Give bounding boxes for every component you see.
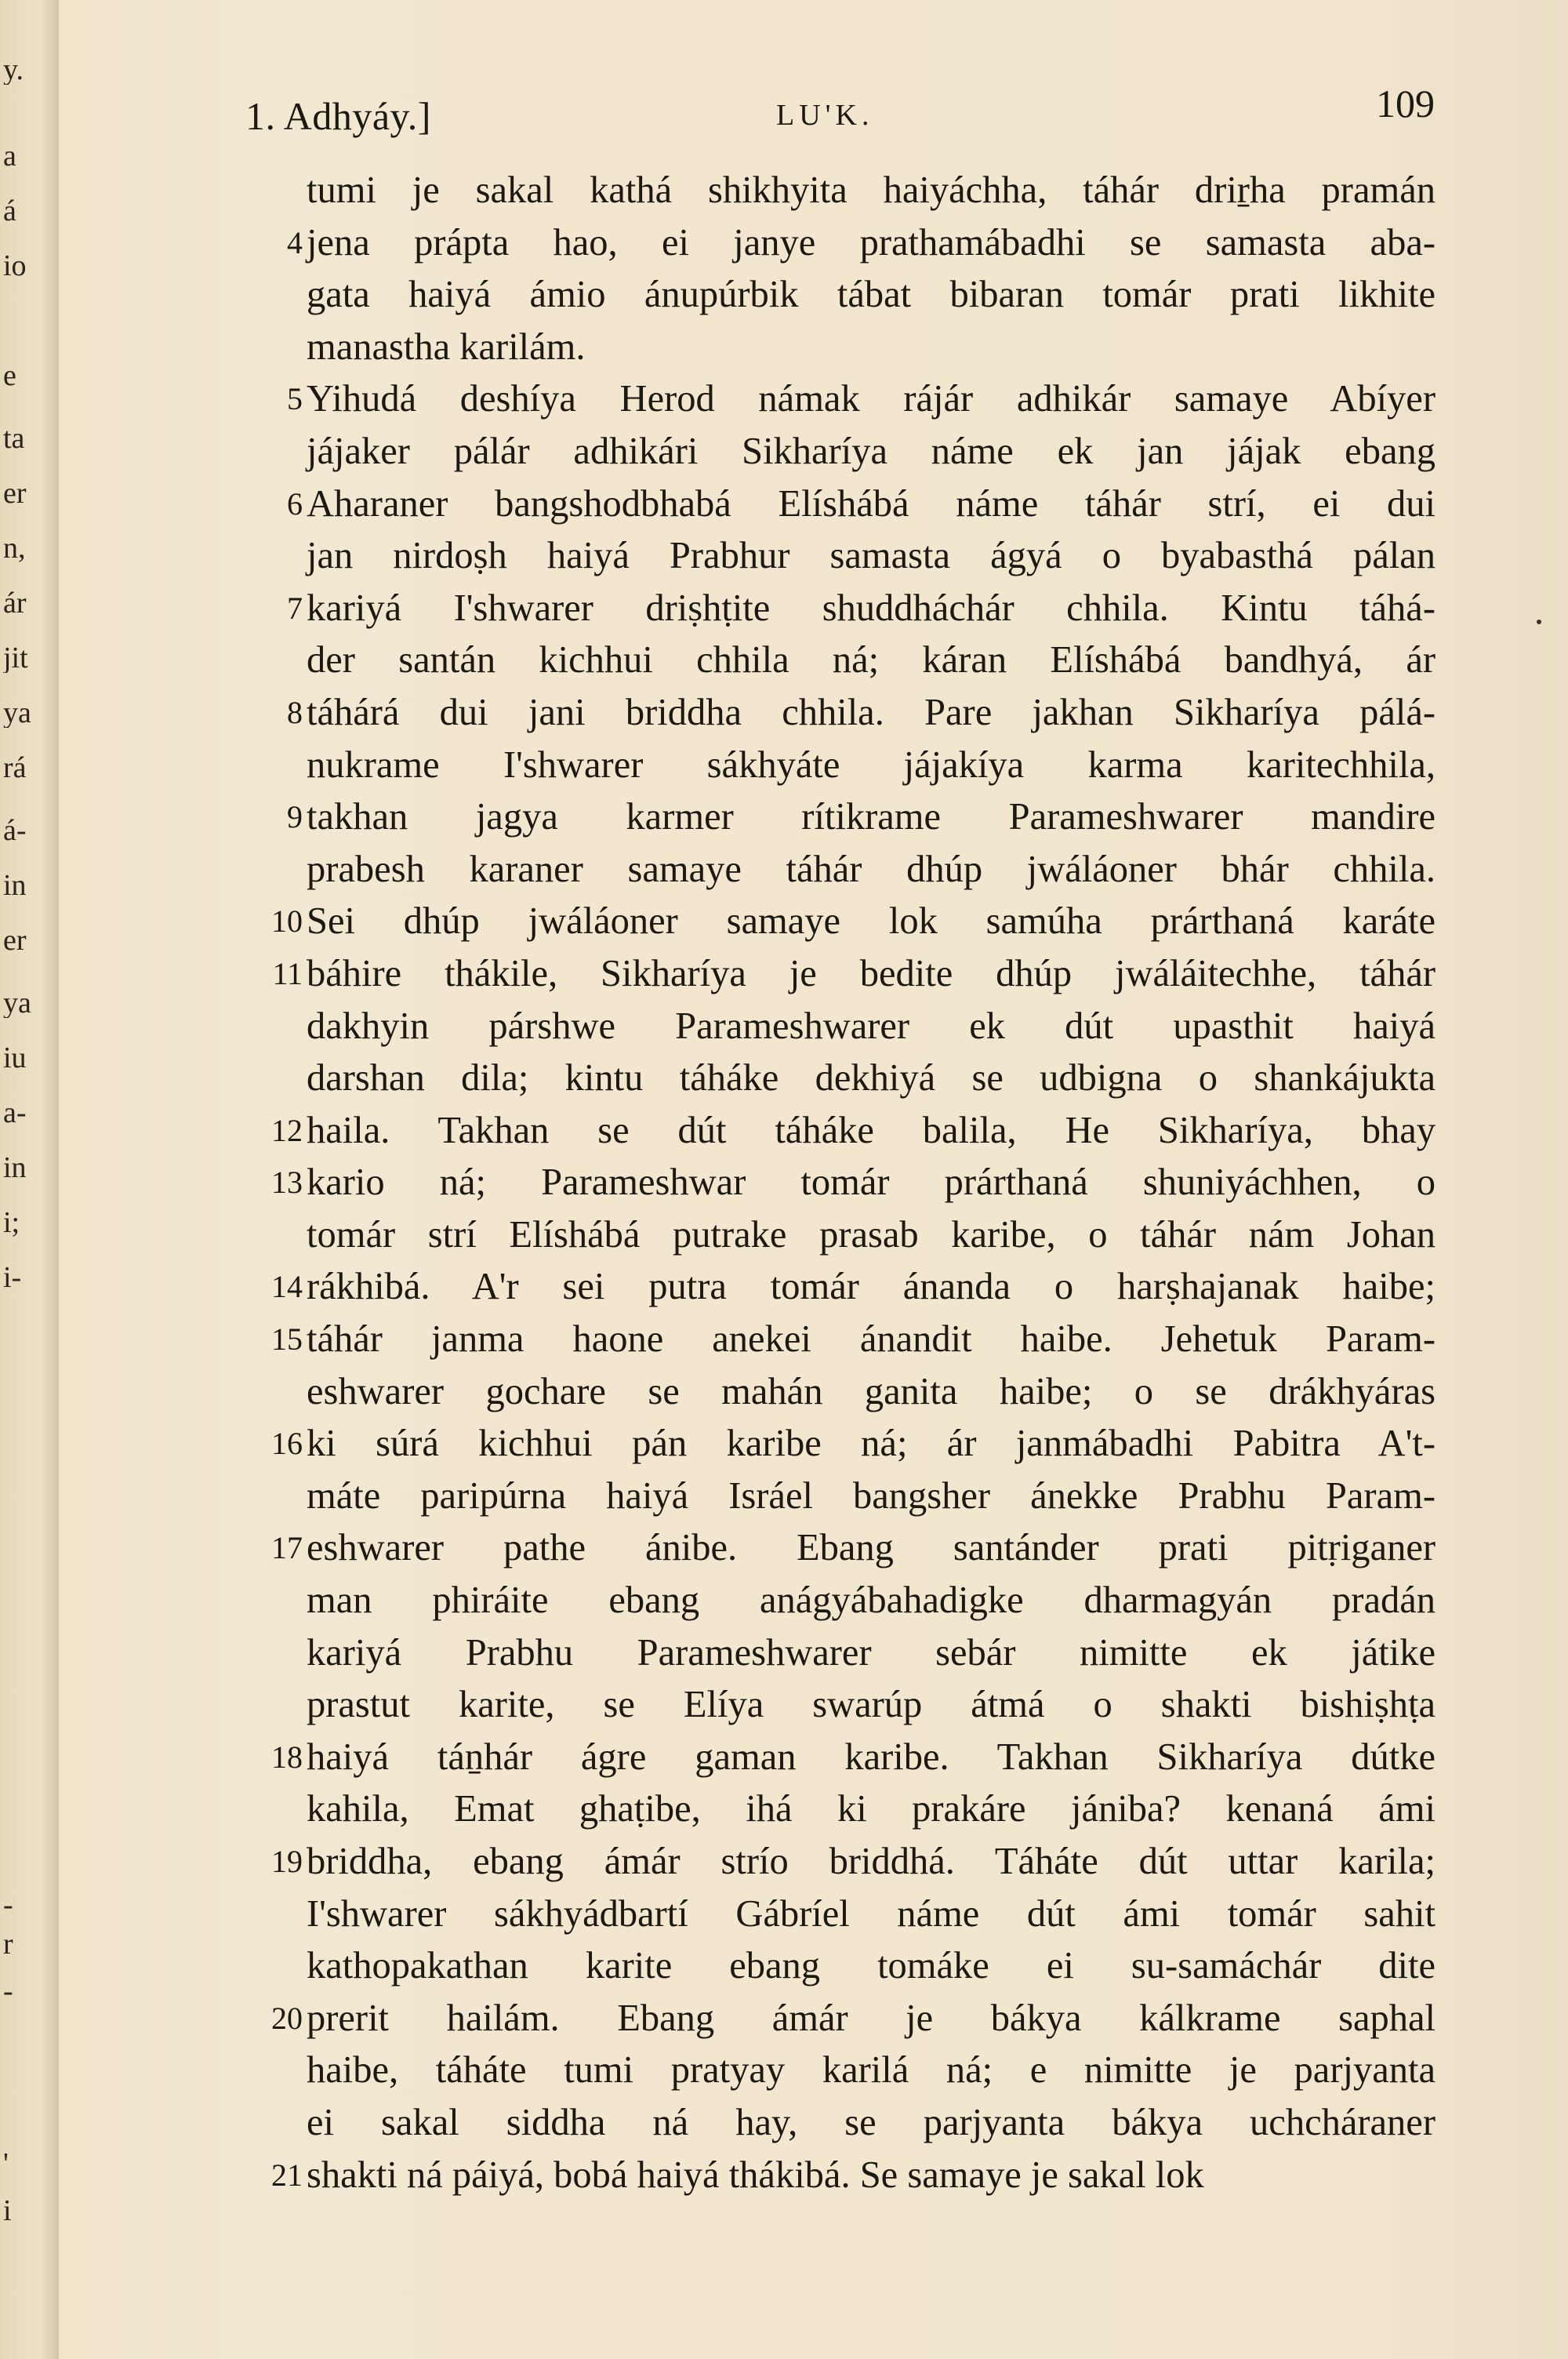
text-line [235, 1783, 1435, 1836]
text-line [235, 1001, 1435, 1053]
adjacent-page-edge [0, 0, 59, 2359]
line-text: briddha, ebang ámár strío briddhá. Táháte dút uttar karila; [307, 1841, 1436, 1882]
text-line [235, 426, 1435, 478]
verse-number: 11 [272, 955, 303, 991]
text-line [235, 1627, 1435, 1680]
verse-number: 18 [271, 1739, 303, 1775]
line-text: Aharaner bangshodbhabá Elíshábá náme táhár strí, ei dui [307, 482, 1436, 525]
text-line [235, 322, 1435, 374]
line-text: máte paripúrna haiyá Isráel bangsher ánekke Prabhu Param- [307, 1474, 1436, 1517]
line-text: gata haiyá ámio ánupúrbik tábat bibaran tomár prati likhite [307, 274, 1436, 316]
verse-number: 19 [271, 1844, 303, 1879]
margin-fragment: ya [3, 988, 31, 1018]
margin-fragment: ár [3, 588, 27, 618]
text-line [235, 1418, 1435, 1470]
margin-fragment: iu [3, 1043, 27, 1073]
text-line [235, 1366, 1435, 1419]
margin-fragment: jit [3, 643, 28, 673]
line-text: tomár strí Elíshábá putrake prasab karibe, o táhár nám Johan [307, 1213, 1436, 1256]
text-line [235, 2097, 1435, 2150]
text-line [235, 583, 1435, 635]
running-header [239, 75, 1435, 137]
text-line [235, 217, 1435, 270]
verse-number: 6 [287, 485, 303, 522]
verse-number: 12 [271, 1112, 303, 1148]
text-line [235, 1679, 1435, 1732]
line-text: shakti ná páiyá, bobá haiyá thákibá. Se samaye je sakal lok [307, 2154, 1204, 2196]
verse-number: 9 [287, 799, 303, 835]
line-text: báhire thákile, Sikharíya je bedite dhúp jwáláitechhe, táhár [307, 952, 1436, 994]
text-line [235, 740, 1435, 792]
line-text: kario ná; Parameshwar tomár prárthaná shuniyáchhen, o [307, 1161, 1436, 1204]
text-line [235, 373, 1435, 426]
text-line [235, 634, 1435, 687]
text-line [235, 1052, 1435, 1105]
line-text: takhan jagya karmer rítikrame Parameshwarer mandire [307, 796, 1436, 838]
line-text: dakhyin párshwe Parameshwarer ek dút upasthit haiyá [307, 1005, 1436, 1047]
margin-fragment: á- [3, 816, 27, 845]
verse-number: 8 [287, 694, 303, 730]
line-text: darshan dila; kintu táháke dekhiyá se udbigna o shankájukta [307, 1057, 1436, 1100]
margin-fragment: - [3, 1976, 13, 2006]
line-text: kahila, Emat ghaṭibe, ihá ki prakáre jániba? kenaná ámi [307, 1788, 1436, 1830]
line-text: manastha karilám. [307, 325, 586, 368]
text-line [235, 2045, 1435, 2097]
line-text: kariyá Prabhu Parameshwarer sebár nimitte ek játike [307, 1631, 1436, 1674]
line-text: rákhibá. A'r sei putra tomár ánanda o harṣhajanak haibe; [307, 1266, 1436, 1308]
margin-fragment: rá [3, 753, 27, 783]
verse-number: 21 [271, 2157, 303, 2193]
verse-number: 13 [271, 1165, 303, 1201]
line-text: haila. Takhan se dút táháke balila, He Sikharíya, bhay [307, 1109, 1436, 1151]
line-text: táhár janma haone anekei ánandit haibe. Jehetuk Param- [307, 1318, 1436, 1361]
margin-fragment: in [3, 871, 27, 900]
line-text: kathopakathan karite ebang tomáke ei su-samáchár dite [307, 1945, 1436, 1987]
line-text: eshwarer pathe ánibe. Ebang santánder prati pitṛiganer [307, 1527, 1436, 1569]
line-text: prabesh karaner samaye táhár dhúp jwáláoner bhár chhila. [307, 848, 1436, 890]
margin-fragment: n, [3, 533, 26, 563]
text-line [235, 1522, 1435, 1575]
line-text: kariyá I'shwarer driṣhṭite shuddháchár chhila. Kintu táhá- [307, 587, 1436, 629]
line-text: I'shwarer sákhyádbartí Gábríel náme dút ámi tomár sahit [307, 1892, 1436, 1935]
text-line [235, 1836, 1435, 1888]
text-line [235, 791, 1435, 844]
text-line [235, 2150, 1435, 2202]
verse-number: 7 [287, 590, 303, 626]
text-line [235, 687, 1435, 740]
margin-fragment: ta [3, 423, 25, 453]
text-line [235, 1261, 1435, 1314]
margin-fragment: - [3, 1890, 13, 1920]
text-line [235, 478, 1435, 531]
margin-fragment: i- [3, 1263, 22, 1292]
line-text: haibe, táháte tumi pratyay karilá ná; e nimitte je parjyanta [307, 2049, 1436, 2092]
text-line [235, 165, 1435, 217]
margin-fragment: io [3, 251, 27, 281]
text-line [235, 1105, 1435, 1158]
verse-number: 4 [287, 224, 303, 260]
chapter-label: 1. Adhyáy.] [245, 94, 431, 138]
text-line [235, 1157, 1435, 1209]
page-number: 109 [1376, 82, 1435, 125]
line-text: jena prápta hao, ei janye prathamábadhi se samasta aba- [307, 221, 1436, 264]
line-text: Yihudá deshíya Herod námak rájár adhikár samaye Abíyer [307, 378, 1436, 420]
text-line [235, 1575, 1435, 1627]
text-line [235, 1732, 1435, 1784]
line-text: Sei dhúp jwáláoner samaye lok samúha prárthaná karáte [307, 900, 1436, 943]
verse-number: 17 [271, 1530, 303, 1566]
verse-number: 20 [271, 2000, 303, 2036]
text-line [235, 1940, 1435, 1993]
verse-number: 15 [271, 1321, 303, 1358]
verse-number: 10 [271, 903, 303, 940]
line-text: haiyá táṉhár ágre gaman karibe. Takhan Sikharíya dútke [307, 1736, 1436, 1778]
line-text: man phiráite ebang anágyábahadigke dharmagyán pradán [307, 1579, 1436, 1622]
line-text: táhárá dui jani briddha chhila. Pare jakhan Sikharíya pálá- [307, 691, 1436, 733]
line-text: ei sakal siddha ná hay, se parjyanta bákya uchcháraner [307, 2101, 1436, 2143]
line-text: nukrame I'shwarer sákhyáte jájakíya karma karitechhila, [307, 743, 1436, 786]
text-line [235, 1993, 1435, 2045]
line-text: eshwarer gochare se mahán ganita haibe; o se drákhyáras [307, 1370, 1436, 1412]
text-line [235, 530, 1435, 583]
margin-fragment: y. [3, 55, 24, 85]
text-line [235, 1209, 1435, 1262]
verse-number: 14 [271, 1269, 303, 1305]
margin-fragment: i; [3, 1208, 20, 1238]
page-speck [1537, 620, 1541, 624]
margin-fragment: r [3, 1929, 13, 1959]
margin-fragment: a- [3, 1098, 27, 1128]
text-line [235, 896, 1435, 948]
text-line [235, 948, 1435, 1001]
margin-fragment: er [3, 925, 27, 955]
verse-number: 16 [271, 1426, 303, 1462]
margin-fragment: i [3, 2196, 12, 2226]
page-body [235, 165, 1435, 2201]
margin-fragment: er [3, 478, 27, 508]
margin-fragment: ya [3, 698, 31, 728]
verse-number: 5 [287, 381, 303, 417]
text-line [235, 269, 1435, 322]
text-line [235, 1314, 1435, 1366]
line-text: prerit hailám. Ebang ámár je bákya kálkrame saphal [307, 1997, 1436, 2039]
line-text: ki súrá kichhui pán karibe ná; ár janmábadhi Pabitra A't- [307, 1423, 1436, 1465]
margin-fragment: e [3, 361, 16, 391]
line-text: prastut karite, se Elíya swarúp átmá o shakti bishiṣhṭa [307, 1684, 1436, 1726]
line-text: der santán kichhui chhila ná; káran Elíshábá bandhyá, ár [307, 639, 1436, 682]
margin-fragment: a [3, 141, 16, 171]
text-line [235, 1470, 1435, 1523]
book-title: LU'K. [776, 99, 874, 132]
margin-fragment: á [3, 196, 16, 226]
line-text: jan nirdoṣh haiyá Prabhur samasta ágyá o byabasthá pálan [307, 535, 1436, 577]
text-line [235, 844, 1435, 896]
margin-fragment: in [3, 1153, 27, 1183]
margin-fragment: ' [3, 2149, 9, 2179]
line-text: tumi je sakal kathá shikhyita haiyáchha, táhár driṟha pramán [307, 169, 1436, 211]
text-line [235, 1888, 1435, 1941]
line-text: jájaker pálár adhikári Sikharíya náme ek jan jájak ebang [307, 430, 1436, 472]
